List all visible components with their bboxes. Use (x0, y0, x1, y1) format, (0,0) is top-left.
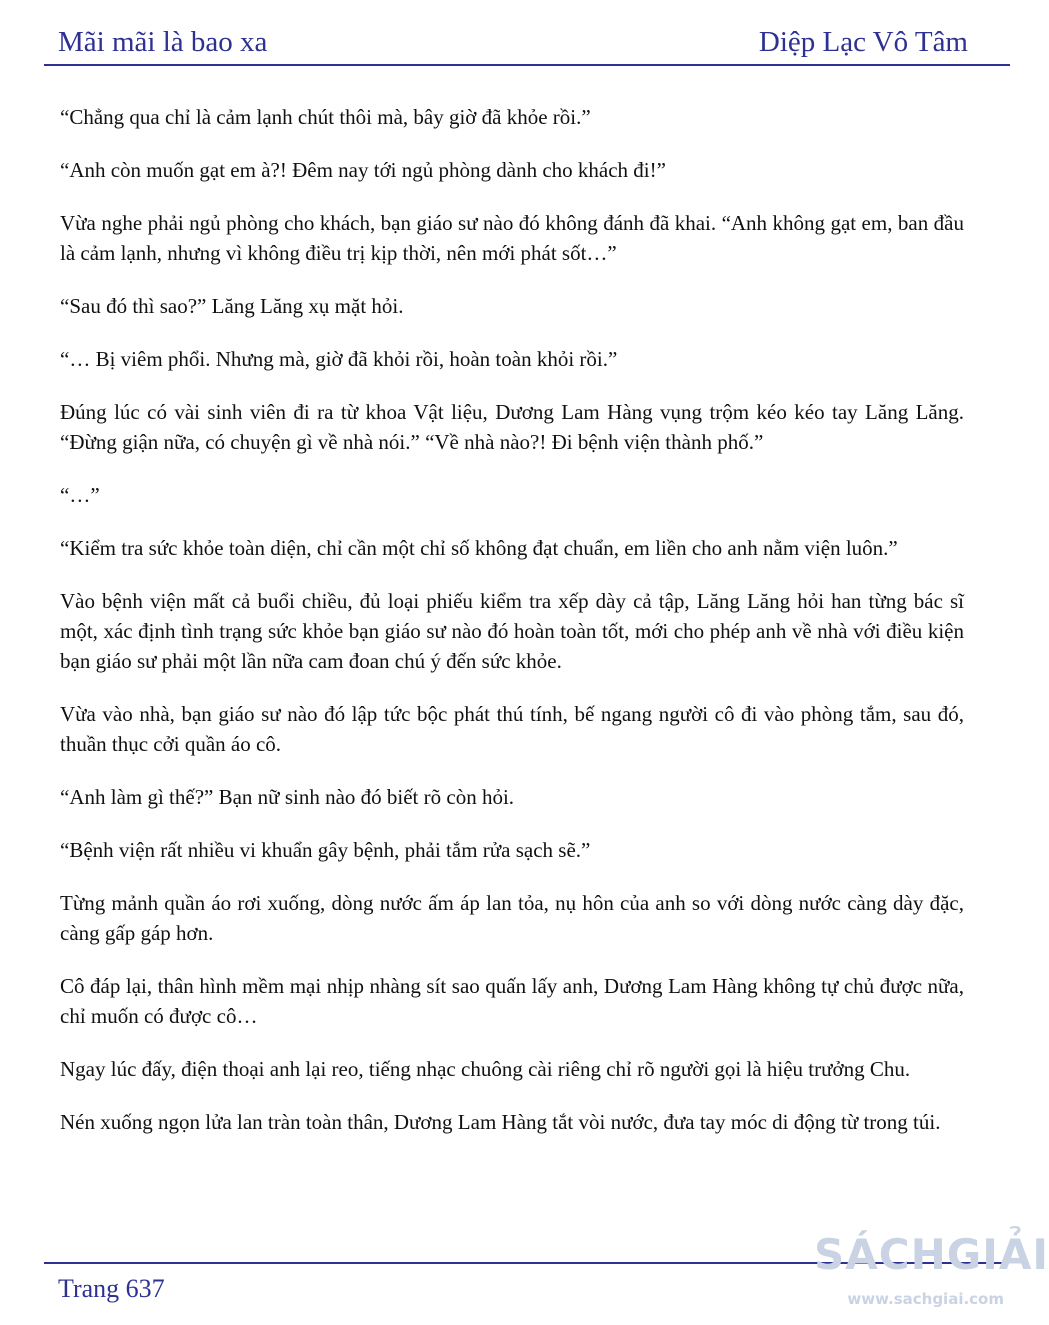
paragraph: “Sau đó thì sao?” Lăng Lăng xụ mặt hỏi. (60, 294, 404, 318)
page-number: Trang 637 (58, 1274, 165, 1303)
watermark (814, 1218, 1049, 1318)
paragraph: “… Bị viêm phổi. Nhưng mà, giờ đã khỏi rồi, hoàn toàn khỏi rồi.” (60, 347, 618, 371)
paragraph: “Kiểm tra sức khỏe toàn diện, chỉ cần một chỉ số không đạt chuẩn, em liền cho anh nằm viện luôn.” (60, 536, 898, 560)
page-body (60, 102, 964, 1160)
watermark-logo: SÁCHGIẢI (814, 1230, 1049, 1279)
paragraph: “…” (60, 483, 100, 507)
paragraph: Vừa vào nhà, bạn giáo sư nào đó lập tức bộc phát thú tính, bế ngang người cô đi vào phòng tắm, sau đó, thuần thục cởi quần áo cô. (60, 702, 964, 756)
author-name: Diệp Lạc Vô Tâm (758, 26, 968, 58)
paragraph: Từng mảnh quần áo rơi xuống, dòng nước ấm áp lan tỏa, nụ hôn của anh so với dòng nước càng dày đặc, càng gấp gáp hơn. (60, 891, 964, 945)
paragraph: Đúng lúc có vài sinh viên đi ra từ khoa Vật liệu, Dương Lam Hàng vụng trộm kéo kéo tay Lăng Lăng. “Đừng giận nữa, có chuyện gì về nhà nói.” “Về nhà nào?! Đi bệnh viện thành phố.” (60, 400, 964, 454)
book-title: Mãi mãi là bao xa (58, 26, 268, 58)
page-header (44, 18, 1010, 62)
paragraph: “Bệnh viện rất nhiều vi khuẩn gây bệnh, phải tắm rửa sạch sẽ.” (60, 838, 591, 862)
paragraph: “Anh còn muốn gạt em à?! Đêm nay tới ngủ phòng dành cho khách đi!” (60, 158, 666, 182)
paragraph: Cô đáp lại, thân hình mềm mại nhịp nhàng sít sao quấn lấy anh, Dương Lam Hàng không tự chủ được nữa, chỉ muốn có được cô… (60, 974, 964, 1028)
watermark-url: www.sachgiai.com (847, 1290, 1004, 1308)
paragraph: Ngay lúc đấy, điện thoại anh lại reo, tiếng nhạc chuông cài riêng chỉ rõ người gọi là hiệu trưởng Chu. (60, 1057, 911, 1081)
paragraph: “Anh làm gì thế?” Bạn nữ sinh nào đó biết rõ còn hỏi. (60, 785, 515, 809)
header-divider (44, 64, 1010, 66)
paragraph: Nén xuống ngọn lửa lan tràn toàn thân, Dương Lam Hàng tắt vòi nước, đưa tay móc di động từ trong túi. (60, 1110, 941, 1134)
paragraph: Vào bệnh viện mất cả buổi chiều, đủ loại phiếu kiểm tra xếp dày cả tập, Lăng Lăng hỏi han từng bác sĩ một, xác định tình trạng sức khỏe bạn giáo sư nào đó hoàn toàn tốt, mới cho phép anh về nhà với điều kiện bạn giáo sư phải một lần nữa cam đoan chú ý đến sức khỏe. (60, 589, 964, 673)
paragraph: “Chẳng qua chỉ là cảm lạnh chút thôi mà, bây giờ đã khỏe rồi.” (60, 105, 591, 129)
paragraph: Vừa nghe phải ngủ phòng cho khách, bạn giáo sư nào đó không đánh đã khai. “Anh không gạt em, ban đầu là cảm lạnh, nhưng vì không điều trị kịp thời, nên mới phát sốt…” (60, 211, 964, 265)
